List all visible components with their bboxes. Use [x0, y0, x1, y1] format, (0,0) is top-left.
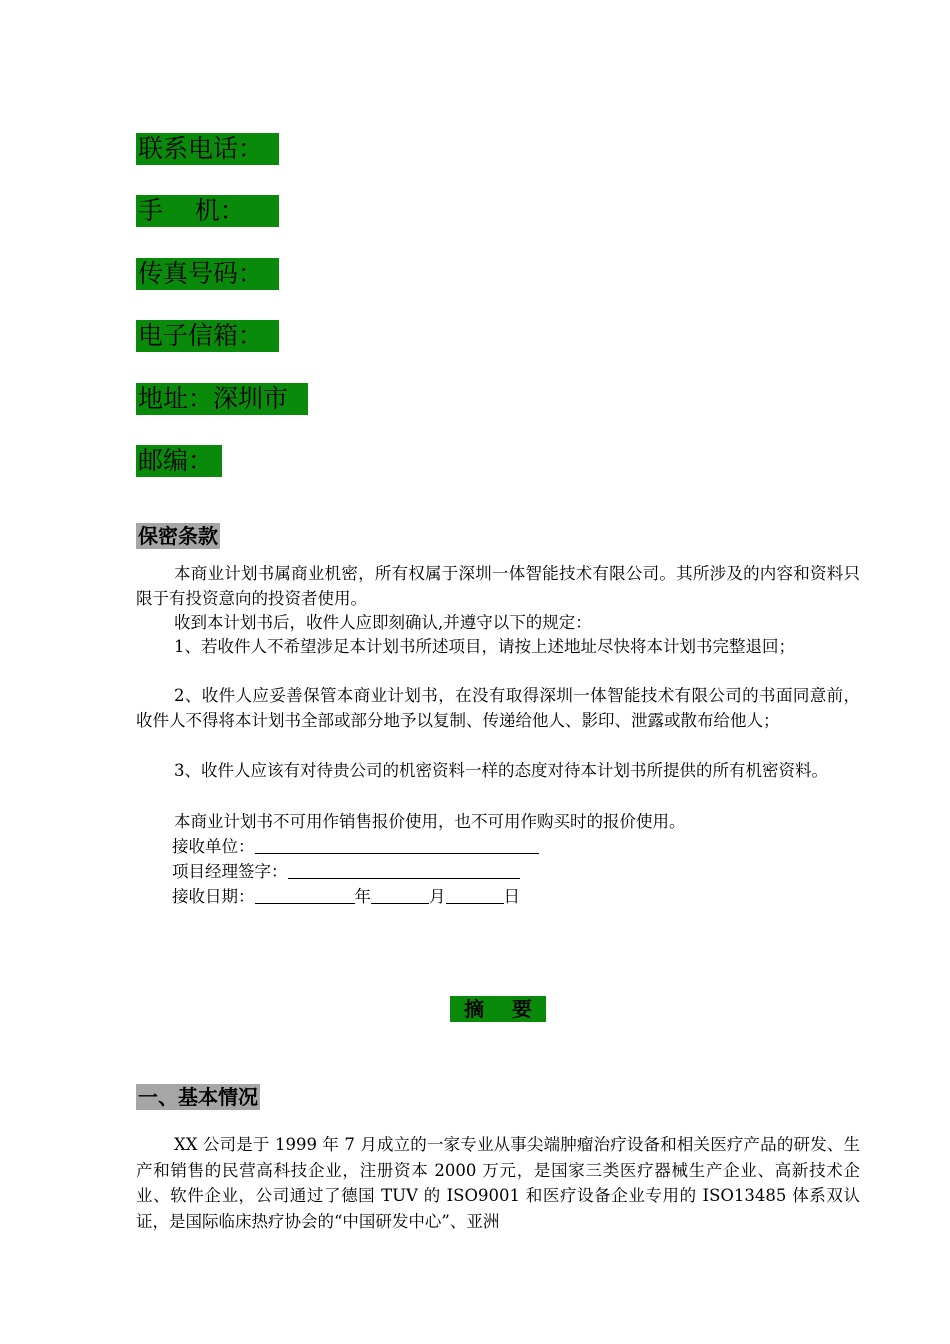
day-label: 日 [503, 887, 520, 906]
summary-heading: 摘 要 [450, 996, 546, 1022]
manager-sign-label: 项目经理签字： [172, 862, 288, 881]
receiver-unit-field [172, 835, 539, 859]
confidentiality-paragraph: 1、若收件人不希望涉足本计划书所述项目，请按上述地址尽快将本计划书完整退回； [174, 637, 795, 656]
receiver-unit-blank[interactable] [255, 835, 539, 854]
confidentiality-heading: 保密条款 [138, 524, 218, 548]
contact-phone-label: 联系电话： [136, 133, 279, 165]
receiver-unit-label: 接收单位： [172, 837, 255, 856]
confidentiality-paragraph: 本商业计划书不可用作销售报价使用，也不可用作购买时的报价使用。 [174, 812, 686, 831]
contact-mobile-label: 手 机： [136, 195, 279, 227]
confidentiality-paragraph: 本商业计划书属商业机密，所有权属于深圳一体智能技术有限公司。其所涉及的内容和资料只限于有投资意向的投资者使用。 [136, 564, 860, 608]
confidentiality-paragraph: 2、收件人应妥善保管本商业计划书，在没有取得深圳一体智能技术有限公司的书面同意前，收件人不得将本计划书全部或部分地予以复制、传递给他人、影印、泄露或散布给他人； [136, 686, 860, 730]
receive-date-field [172, 885, 520, 909]
section1-text: XX 公司是于 1999 年 7 月成立的一家专业从事尖端肿瘤治疗设备和相关医疗产品的研发、生产和销售的民营高科技企业，注册资本 2000 万元，是国家三类医疗器械生产企业、高新技术企业、软件企业，公司通过了德国 TUV 的 ISO9001 和医疗设备企业专用的 ISO13485 体系双认证，是国际临床热疗协会的“中国研发中心”、亚洲 [136, 1135, 860, 1231]
month-label: 月 [429, 887, 446, 906]
contact-email-label: 电子信箱： [136, 320, 279, 352]
contact-address-label: 地址：深圳市 [136, 383, 308, 415]
manager-sign-blank[interactable] [288, 860, 520, 879]
manager-sign-field [172, 860, 520, 884]
confidentiality-paragraph: 收到本计划书后，收件人应即刻确认,并遵守以下的规定： [174, 613, 592, 632]
receive-date-label: 接收日期： [172, 887, 255, 906]
year-label: 年 [354, 887, 371, 906]
section1-heading: 一、基本情况 [138, 1085, 258, 1109]
contact-fax-label: 传真号码： [136, 258, 279, 290]
date-month-blank[interactable] [371, 885, 429, 904]
date-day-blank[interactable] [446, 885, 504, 904]
contact-postcode-label: 邮编： [136, 445, 222, 477]
date-year-blank[interactable] [255, 885, 355, 904]
confidentiality-paragraph: 3、收件人应该有对待贵公司的机密资料一样的态度对待本计划书所提供的所有机密资料。 [174, 761, 828, 780]
